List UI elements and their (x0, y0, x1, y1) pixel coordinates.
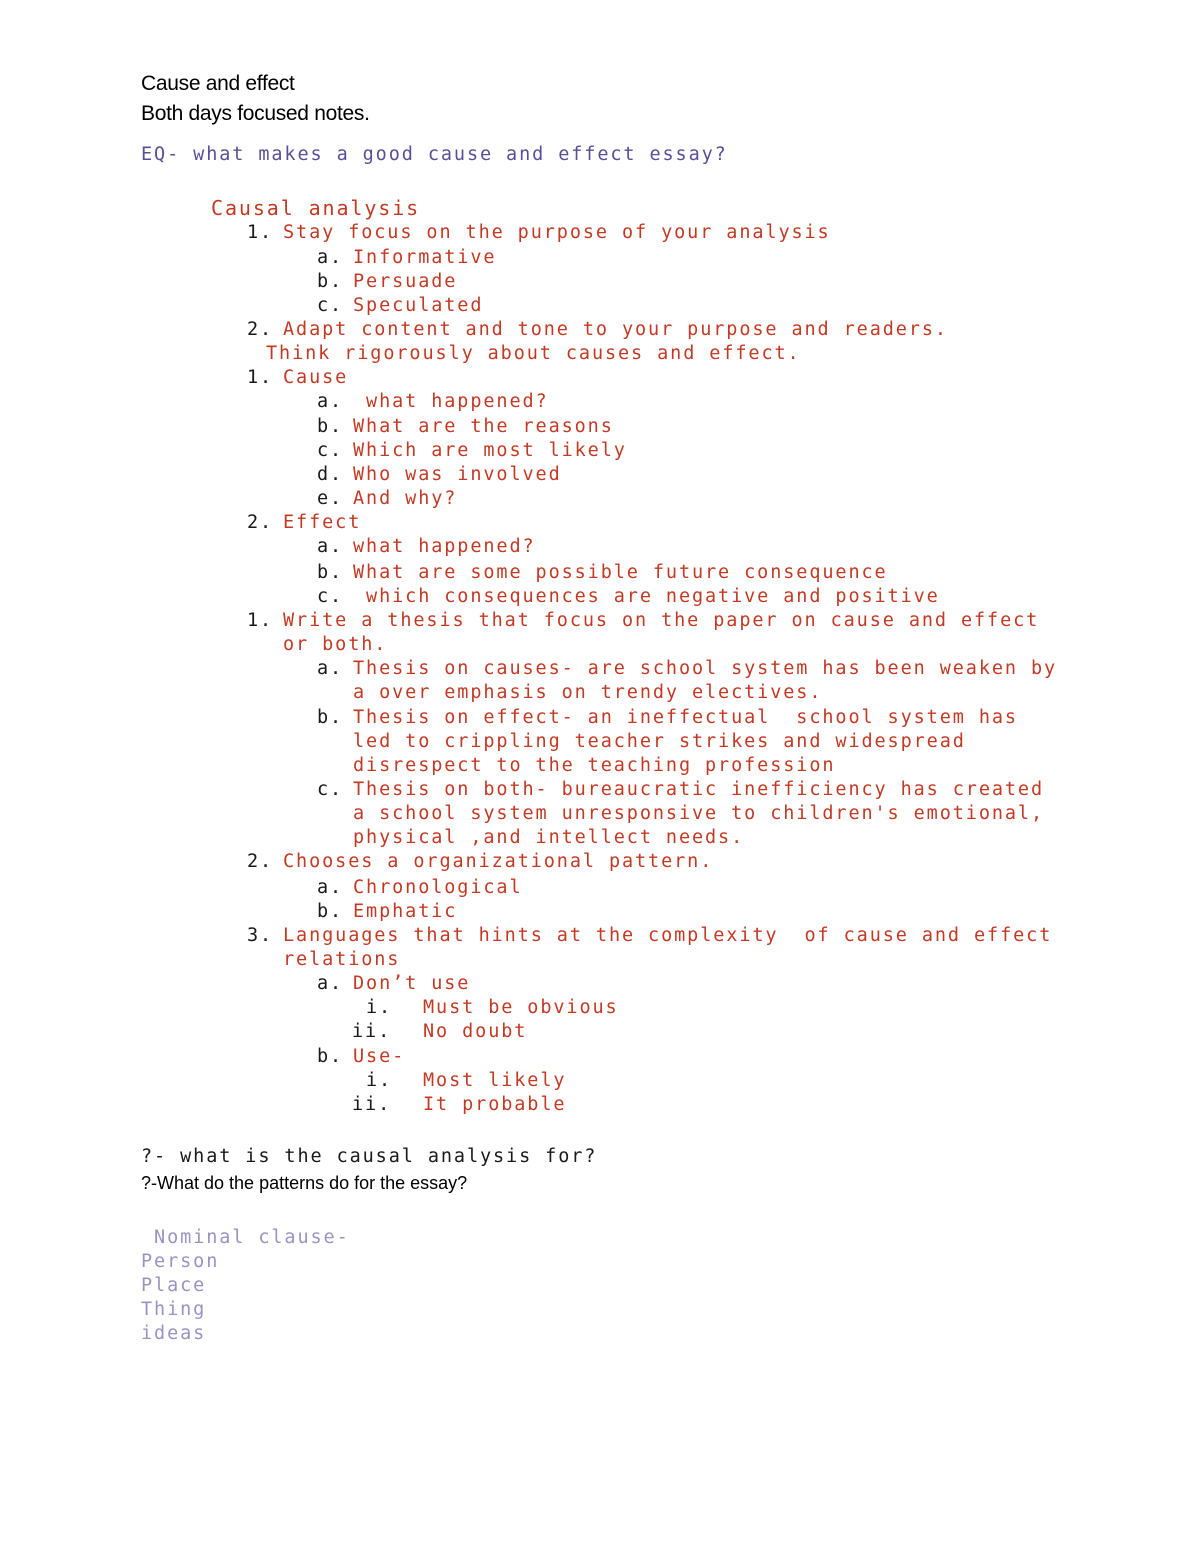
list-item: Chooses a organizational pattern. (283, 851, 714, 872)
list-marker: 2. (247, 319, 274, 340)
list-marker: 1. (247, 610, 274, 631)
doc-title: Cause and effect (141, 72, 295, 95)
section-heading: Think rigorously about causes and effect. (266, 343, 801, 364)
list-marker: b. (317, 707, 344, 728)
list-item-continuation: physical ,and intellect needs. (353, 827, 745, 848)
question-line: ?-What do the patterns do for the essay? (141, 1173, 468, 1193)
list-marker: ii. (352, 1021, 392, 1042)
list-marker: 1. (247, 367, 274, 388)
list-item: Adapt content and tone to your purpose and readers. (283, 319, 948, 340)
question-line: ?- what is the causal analysis for? (141, 1146, 598, 1167)
list-item-continuation: a school system unresponsive to children's emotional, (353, 803, 1045, 824)
list-item: Languages that hints at the complexity of cause and effect (283, 925, 1053, 946)
doc-subtitle: Both days focused notes. (141, 102, 370, 125)
list-item: what happened? (353, 391, 549, 412)
list-marker: c. (317, 586, 344, 607)
list-marker: i. (366, 1070, 393, 1091)
list-item: Don’t use (353, 973, 471, 994)
list-marker: 2. (247, 512, 274, 533)
list-item: what happened? (353, 536, 536, 557)
list-item: which consequences are negative and positive (353, 586, 940, 607)
list-item: Must be obvious (423, 997, 619, 1018)
list-marker: b. (317, 901, 344, 922)
list-item: Use- (353, 1046, 406, 1067)
list-marker: a. (317, 877, 344, 898)
list-marker: c. (317, 295, 344, 316)
list-marker: b. (317, 1046, 344, 1067)
list-item-continuation: or both. (283, 634, 388, 655)
list-item: What are the reasons (353, 416, 614, 437)
nominal-heading: Nominal clause- (141, 1227, 350, 1248)
list-marker: e. (317, 488, 344, 509)
list-marker: b. (317, 416, 344, 437)
list-item: It probable (423, 1094, 567, 1115)
list-marker: a. (317, 247, 344, 268)
list-marker: b. (317, 562, 344, 583)
list-item: Which are most likely (353, 440, 627, 461)
list-item-continuation: disrespect to the teaching profession (353, 755, 836, 776)
list-marker: d. (317, 464, 344, 485)
list-item: Cause (283, 367, 349, 388)
list-item: And why? (353, 488, 458, 509)
list-marker: a. (317, 536, 344, 557)
nominal-item: ideas (141, 1323, 207, 1344)
list-item: Who was involved (353, 464, 562, 485)
list-item: What are some possible future consequence (353, 562, 888, 583)
list-item: Thesis on both- bureaucratic inefficiency has created (353, 779, 1045, 800)
list-item-continuation: relations (283, 949, 401, 970)
outline-heading: Causal analysis (211, 196, 421, 220)
list-item: Emphatic (353, 901, 458, 922)
list-marker: a. (317, 973, 344, 994)
nominal-item: Place (141, 1275, 207, 1296)
list-marker: c. (317, 440, 344, 461)
list-marker: b. (317, 271, 344, 292)
list-item: Thesis on effect- an ineffectual school system has (353, 707, 1018, 728)
list-item: Effect (283, 512, 362, 533)
list-item: Write a thesis that focus on the paper on cause and effect (283, 610, 1040, 631)
list-item: Persuade (353, 271, 458, 292)
list-marker: c. (317, 779, 344, 800)
list-item: Most likely (423, 1070, 567, 1091)
list-item: Speculated (353, 295, 484, 316)
nominal-item: Person (141, 1251, 220, 1272)
list-item: Informative (353, 247, 497, 268)
list-item-continuation: a over emphasis on trendy electives. (353, 682, 823, 703)
list-marker: a. (317, 391, 344, 412)
list-item-continuation: led to crippling teacher strikes and widespread (353, 731, 966, 752)
list-item: Stay focus on the purpose of your analysis (283, 222, 831, 243)
list-marker: ii. (352, 1094, 392, 1115)
list-item: Chronological (353, 877, 523, 898)
list-marker: 3. (247, 925, 274, 946)
essential-question: EQ- what makes a good cause and effect essay? (141, 144, 728, 165)
list-marker: 1. (247, 222, 274, 243)
nominal-item: Thing (141, 1299, 207, 1320)
list-marker: 2. (247, 851, 274, 872)
list-marker: i. (366, 997, 393, 1018)
list-marker: a. (317, 658, 344, 679)
list-item: No doubt (423, 1021, 528, 1042)
list-item: Thesis on causes- are school system has been weaken by (353, 658, 1058, 679)
